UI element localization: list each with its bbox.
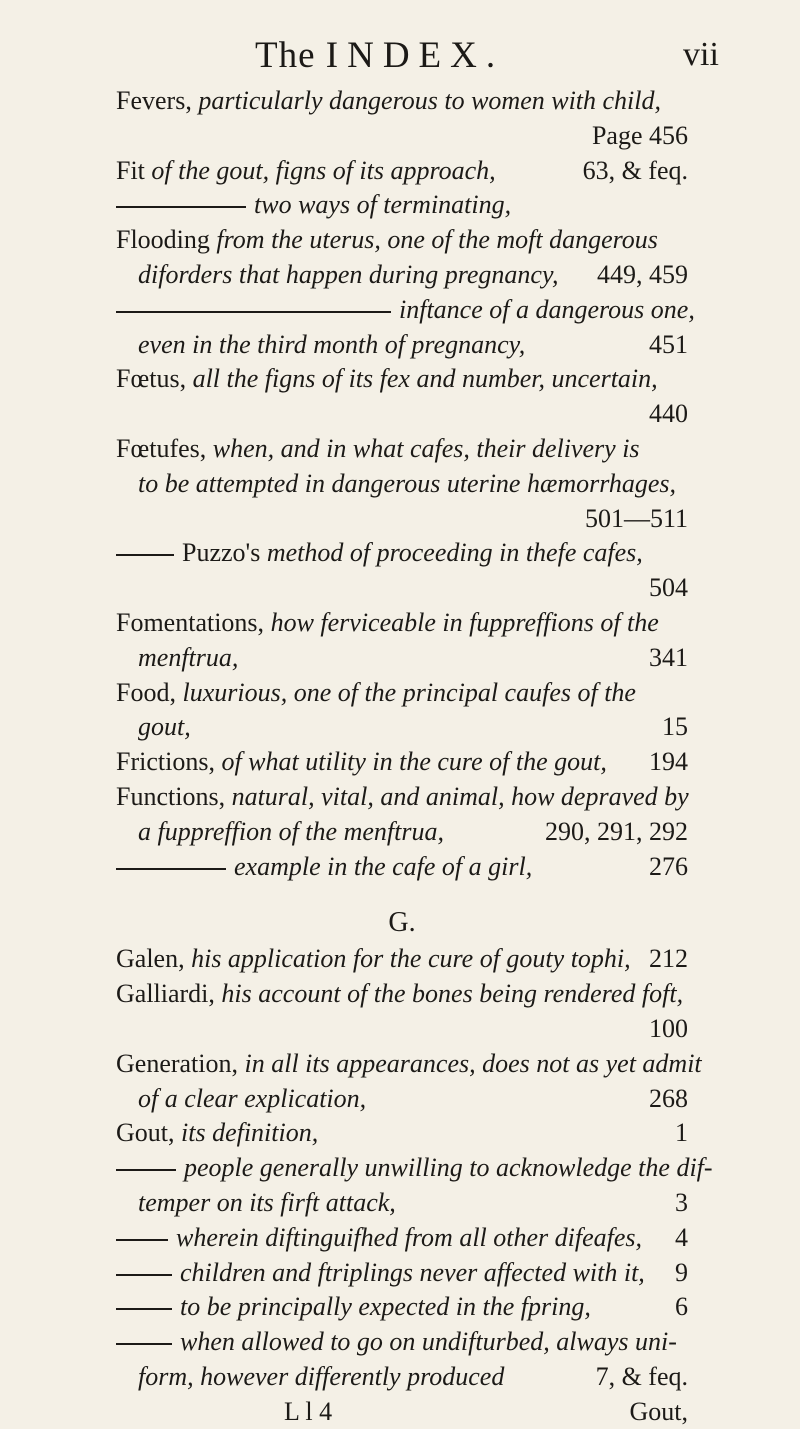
- entry-description: diforders that happen during pregnancy,: [138, 259, 559, 289]
- ditto-dash: [116, 554, 174, 556]
- entry-description: people generally unwilling to acknowledge the dif-: [184, 1153, 713, 1183]
- entry-line: [116, 1151, 713, 1186]
- entry-line: [116, 397, 688, 432]
- index-entry: [116, 606, 688, 676]
- entry-description: of the gout, figns of its approach,: [151, 155, 496, 185]
- entry-term: Fevers,: [116, 86, 199, 115]
- entry-line: [116, 1325, 688, 1360]
- index-entry: [116, 977, 688, 1047]
- entry-description: temper on its firft attack,: [138, 1187, 396, 1217]
- entry-description: two ways of terminating,: [254, 190, 512, 220]
- ditto-dash: [116, 1308, 172, 1310]
- page-reference: 451: [649, 329, 688, 359]
- ditto-dash: [116, 1169, 176, 1171]
- entries-g: [116, 942, 713, 1394]
- entry-line: [116, 119, 688, 154]
- index-entry: [116, 676, 688, 746]
- entry-term: Functions,: [116, 781, 232, 811]
- page-reference: 3: [675, 1187, 688, 1217]
- entry-description: of what utility in the cure of the gout,: [221, 747, 607, 777]
- signature-mark: L l 4: [284, 1396, 333, 1426]
- entry-line: [116, 502, 688, 537]
- index-entry: [116, 293, 695, 363]
- entry-term: Gout,: [116, 1118, 181, 1148]
- entry-line: [116, 467, 688, 502]
- index-entry: [116, 1290, 688, 1325]
- entry-description: how ferviceable in fuppreffions of the: [270, 607, 659, 637]
- entry-term: Fomentations,: [116, 607, 271, 637]
- entry-description: from the uterus, one of the moft dangerous: [216, 225, 658, 255]
- entry-line: [116, 676, 688, 711]
- page-reference: Page 456: [591, 120, 688, 150]
- index-entry: [116, 745, 688, 780]
- entry-term: Generation,: [116, 1048, 245, 1078]
- entry-line: [116, 293, 695, 328]
- index-entry: [116, 432, 688, 536]
- page-reference: 1: [675, 1118, 688, 1148]
- page-reference: 290, 291, 292: [545, 816, 688, 846]
- entry-description: form, however differently produced: [138, 1361, 505, 1391]
- entry-description: inftance of a dangerous one,: [399, 294, 695, 324]
- page-reference: 276: [649, 851, 688, 881]
- index-entry: [116, 536, 688, 606]
- index-entry: [116, 1221, 688, 1256]
- index-entry: [116, 850, 688, 885]
- entry-line: [116, 1256, 688, 1291]
- entry-description: luxurious, one of the principal caufes of the: [182, 677, 636, 707]
- entry-line: [116, 850, 688, 885]
- entry-description: menftrua,: [138, 642, 239, 672]
- entries-f: [116, 84, 695, 884]
- entry-description: to be principally expected in the fpring,: [180, 1292, 591, 1322]
- entry-line: [116, 223, 688, 258]
- entry-term: Galen,: [116, 944, 192, 974]
- entry-description: all the figns of its fex and number, uncertain,: [192, 364, 658, 394]
- entry-term: Puzzo's: [182, 538, 267, 568]
- running-head: [0, 34, 800, 84]
- page-reference: 15: [662, 712, 688, 742]
- section-letter: G.: [388, 907, 416, 939]
- index-entry: [116, 188, 688, 223]
- entry-line: [116, 815, 688, 850]
- page-reference: 212: [649, 944, 688, 974]
- entry-line: [116, 977, 688, 1012]
- index-entry: [116, 1325, 688, 1395]
- entry-description: example in the cafe of a girl,: [234, 851, 533, 881]
- entry-line: [116, 1221, 688, 1256]
- entry-term: Fit: [116, 155, 152, 185]
- page-reference: 449, 459: [597, 259, 688, 289]
- index-entry: [116, 942, 688, 977]
- page-reference: 9: [675, 1257, 688, 1287]
- entry-term: Fœtus,: [116, 364, 193, 394]
- page-title: [255, 34, 504, 77]
- catchword: Gout,: [629, 1396, 688, 1426]
- page-reference: 341: [649, 642, 688, 672]
- ditto-dash: [116, 868, 226, 870]
- entry-description: when, and in what cafes, their delivery is: [212, 433, 640, 463]
- entry-line: [116, 571, 688, 606]
- entry-description: a fuppreffion of the menftrua,: [138, 816, 444, 846]
- entry-line: [116, 432, 688, 467]
- entry-description: its definition,: [181, 1118, 319, 1148]
- index-entry: [116, 223, 688, 293]
- page-reference: 504: [649, 573, 688, 603]
- entry-description: natural, vital, and animal, how depraved by: [231, 781, 689, 811]
- entry-term: Galliardi,: [116, 979, 222, 1009]
- page-reference: 100: [649, 1013, 688, 1043]
- index-entry: [116, 154, 688, 189]
- entry-description: his account of the bones being rendered foft,: [221, 979, 684, 1009]
- ditto-dash: [116, 206, 246, 208]
- entry-description: of a clear explication,: [138, 1083, 367, 1113]
- ditto-dash: [116, 1343, 172, 1345]
- ditto-dash: [116, 311, 391, 313]
- entry-line: [116, 641, 688, 676]
- entry-line: [116, 942, 688, 977]
- entry-line: [116, 258, 688, 293]
- page-number: vii: [683, 36, 719, 73]
- index-entry: [116, 84, 688, 154]
- entry-line: [116, 328, 688, 363]
- page-reference: 501—511: [584, 503, 688, 533]
- page-reference: 440: [649, 399, 688, 429]
- entry-line: [116, 745, 688, 780]
- index-entry: [116, 1116, 688, 1151]
- entry-line: [116, 1012, 688, 1047]
- entry-line: [116, 362, 688, 397]
- entry-line: [116, 780, 688, 815]
- page-footer: [116, 1395, 688, 1429]
- entry-description: in all its appearances, does not as yet admit: [244, 1048, 702, 1078]
- page-reference: 7, & feq.: [595, 1361, 688, 1391]
- entry-line: [116, 1290, 688, 1325]
- title-index: INDEX.: [325, 35, 505, 76]
- entry-line: [116, 606, 688, 641]
- entry-description: particularly dangerous to women with child,: [198, 86, 662, 115]
- entry-term: Frictions,: [116, 747, 222, 777]
- index-entry: [116, 1047, 702, 1117]
- entry-term: Flooding: [116, 225, 217, 255]
- entry-line: [116, 1360, 688, 1395]
- index-entries: [116, 84, 713, 1429]
- entry-description: method of proceeding in thefe cafes,: [266, 538, 643, 568]
- ditto-dash: [116, 1274, 172, 1276]
- entry-line: [116, 1116, 688, 1151]
- entry-description: his application for the cure of gouty tophi,: [191, 944, 631, 974]
- entry-line: [116, 1186, 688, 1221]
- entry-line: [116, 1047, 702, 1082]
- entry-description: to be attempted in dangerous uterine hæmorrhages,: [138, 468, 677, 498]
- index-entry: [116, 1151, 713, 1221]
- entry-description: when allowed to go on undifturbed, always uni-: [180, 1327, 677, 1357]
- page-reference: 268: [649, 1083, 688, 1113]
- page-reference: 63, & feq.: [582, 155, 688, 185]
- entry-description: even in the third month of pregnancy,: [138, 329, 526, 359]
- page-reference: 4: [675, 1222, 688, 1252]
- entry-line: [116, 536, 688, 571]
- entry-line: [116, 710, 688, 745]
- entry-term: Fœtufes,: [116, 433, 213, 463]
- index-entry: [116, 362, 688, 432]
- page-reference: 194: [649, 747, 688, 777]
- ditto-dash: [116, 1239, 168, 1241]
- entry-description: wherein diftinguifhed from all other difeafes,: [176, 1222, 643, 1252]
- index-entry: [116, 780, 688, 850]
- index-entry: [116, 1256, 688, 1291]
- entry-description: children and ftriplings never affected with it,: [180, 1257, 645, 1287]
- page-reference: 6: [675, 1292, 688, 1322]
- entry-line: [116, 1082, 688, 1117]
- title-prefix: The: [255, 35, 326, 76]
- entry-line: [116, 84, 688, 119]
- entry-description: gout,: [138, 712, 191, 742]
- entry-line: [116, 154, 688, 189]
- entry-term: Food,: [116, 677, 183, 707]
- entry-line: [116, 188, 688, 223]
